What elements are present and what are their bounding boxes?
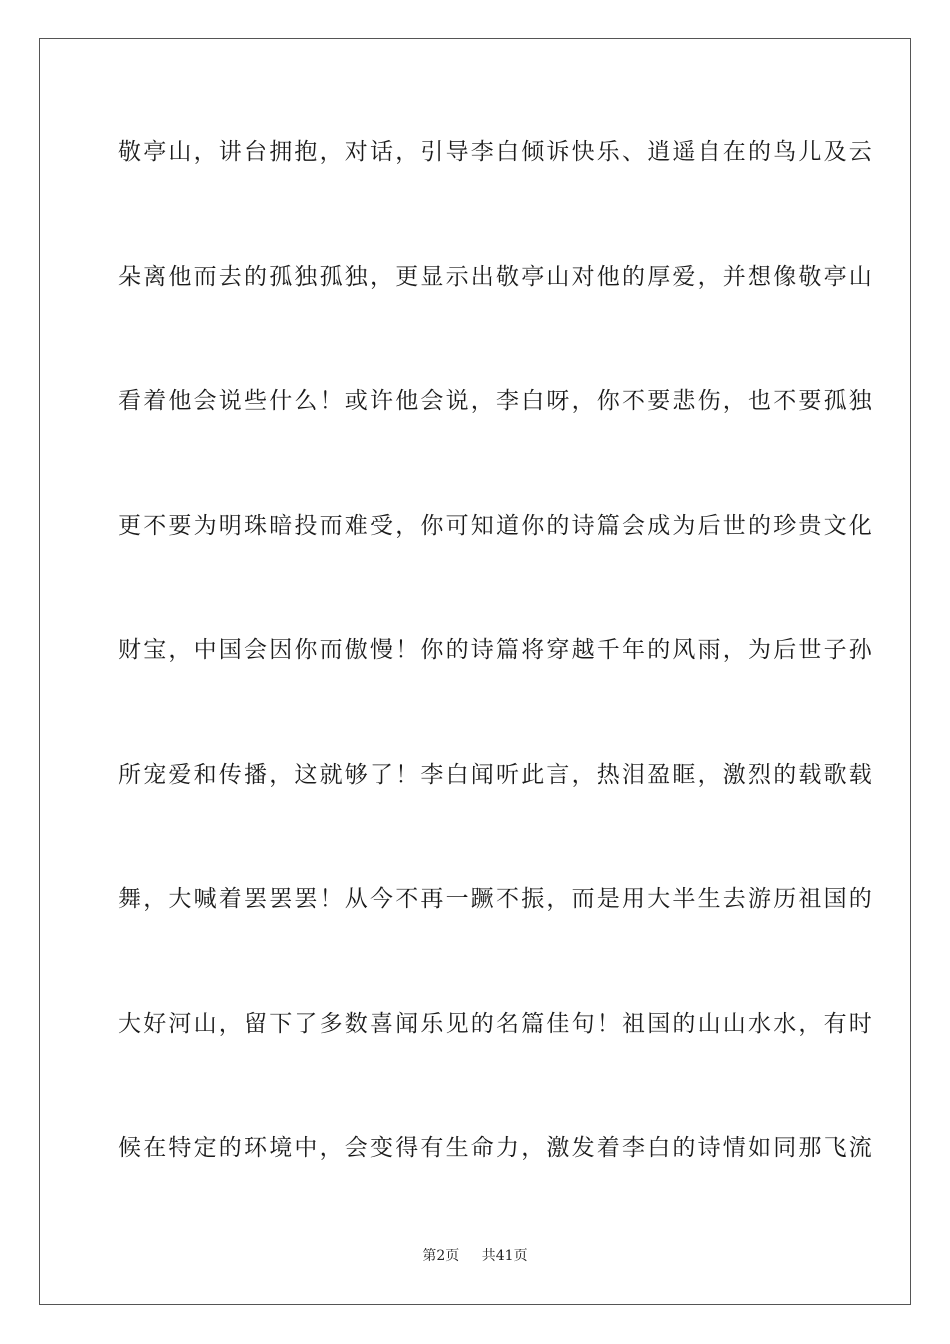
page-number: 第2页 <box>422 1248 460 1264</box>
text-line-6: 所宠爱和传播，这就够了！李白闻听此言，热泪盈眶，激烈的载歌载 <box>118 761 874 788</box>
text-line-1: 敬亭山，讲台拥抱，对话，引导李白倾诉快乐、逍遥自在的鸟儿及云 <box>118 139 874 165</box>
text-line-3: 看着他会说些什么！或许他会说，李白呀，你不要悲伤，也不要孤独 <box>118 388 874 414</box>
document-body <box>118 128 874 1249</box>
text-line-7: 舞，大喊着罢罢罢！从今不再一蹶不振，而是用大半生去游历祖国的 <box>118 886 874 912</box>
text-line-4: 更不要为明珠暗投而难受，你可知道你的诗篇会成为后世的珍贵文化 <box>118 512 874 539</box>
text-line-9: 候在特定的环境中，会变得有生命力，激发着李白的诗情如同那飞流 <box>118 1135 874 1161</box>
page-total: 共41页 <box>481 1248 528 1264</box>
page-footer <box>0 1245 950 1265</box>
text-line-2: 朵离他而去的孤独孤独，更显示出敬亭山对他的厚爱，并想像敬亭山 <box>118 263 874 290</box>
text-line-8: 大好河山，留下了多数喜闻乐见的名篇佳句！祖国的山山水水，有时 <box>118 1010 874 1037</box>
text-line-5: 财宝，中国会因你而傲慢！你的诗篇将穿越千年的风雨，为后世子孙 <box>118 637 874 663</box>
